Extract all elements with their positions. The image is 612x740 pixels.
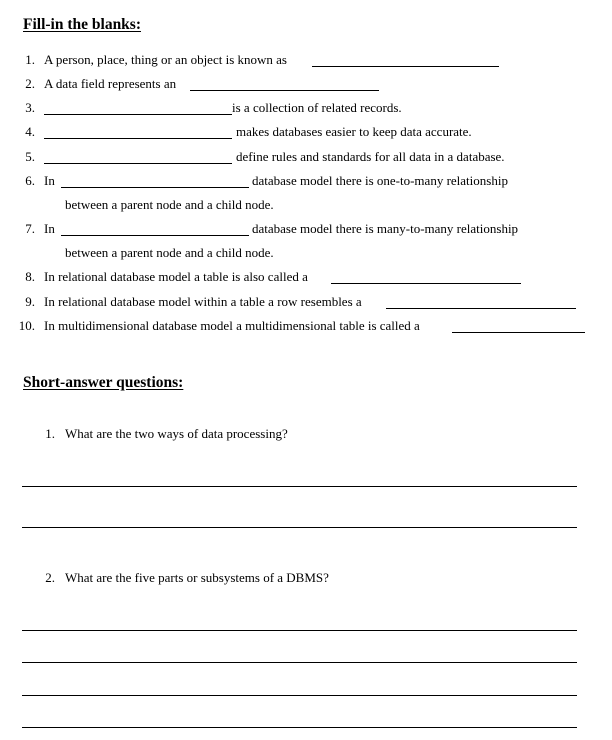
- item-text: In relational database model a table is also called a: [44, 269, 308, 284]
- item-number: 8.: [25, 269, 35, 284]
- question-number: 1.: [45, 426, 55, 441]
- answer-line[interactable]: [22, 695, 577, 696]
- item-number: 9.: [25, 294, 35, 309]
- item-number: 7.: [25, 221, 35, 236]
- item-text: In: [44, 221, 55, 236]
- question-text: What are the five parts or subsystems of a DBMS?: [65, 570, 329, 585]
- answer-blank[interactable]: [312, 66, 499, 67]
- item-6-continuation: between a parent node and a child node.: [65, 197, 274, 212]
- item-7-continuation: between a parent node and a child node.: [65, 245, 274, 260]
- item-text: In multidimensional database model a multidimensional table is called a: [44, 318, 420, 333]
- item-number: 10.: [18, 318, 35, 333]
- answer-blank[interactable]: [386, 308, 576, 309]
- item-number: 1.: [25, 52, 35, 67]
- answer-line[interactable]: [22, 662, 577, 663]
- answer-line[interactable]: [22, 630, 577, 631]
- item-text: A person, place, thing or an object is known as: [44, 52, 287, 67]
- answer-blank[interactable]: [44, 163, 232, 164]
- item-text-after: database model there is one-to-many relationship: [252, 173, 508, 188]
- fill-in-heading: Fill-in the blanks:: [23, 16, 141, 33]
- answer-blank[interactable]: [44, 114, 232, 115]
- question-number: 2.: [45, 570, 55, 585]
- item-number: 5.: [25, 149, 35, 164]
- answer-blank[interactable]: [452, 332, 585, 333]
- item-text-after: database model there is many-to-many relationship: [252, 221, 519, 236]
- answer-blank[interactable]: [61, 235, 249, 236]
- answer-blank[interactable]: [44, 138, 232, 139]
- answer-blank[interactable]: [190, 90, 379, 91]
- item-number: 4.: [25, 124, 35, 139]
- item-number: 3.: [25, 100, 35, 115]
- item-text: makes databases easier to keep data accurate.: [236, 124, 472, 139]
- answer-blank[interactable]: [331, 283, 521, 284]
- item-text: In relational database model within a table a row resembles a: [44, 294, 362, 309]
- item-number: 2.: [25, 76, 35, 91]
- item-text: In: [44, 173, 55, 188]
- item-text: is a collection of related records.: [232, 100, 402, 115]
- item-text: define rules and standards for all data in a database.: [236, 149, 505, 164]
- short-answer-heading: Short-answer questions:: [23, 374, 184, 391]
- item-number: 6.: [25, 173, 35, 188]
- answer-line[interactable]: [22, 527, 577, 528]
- question-text: What are the two ways of data processing?: [65, 426, 288, 441]
- item-text: A data field represents an: [44, 76, 177, 91]
- answer-blank[interactable]: [61, 187, 249, 188]
- answer-line[interactable]: [22, 727, 577, 728]
- answer-line[interactable]: [22, 486, 577, 487]
